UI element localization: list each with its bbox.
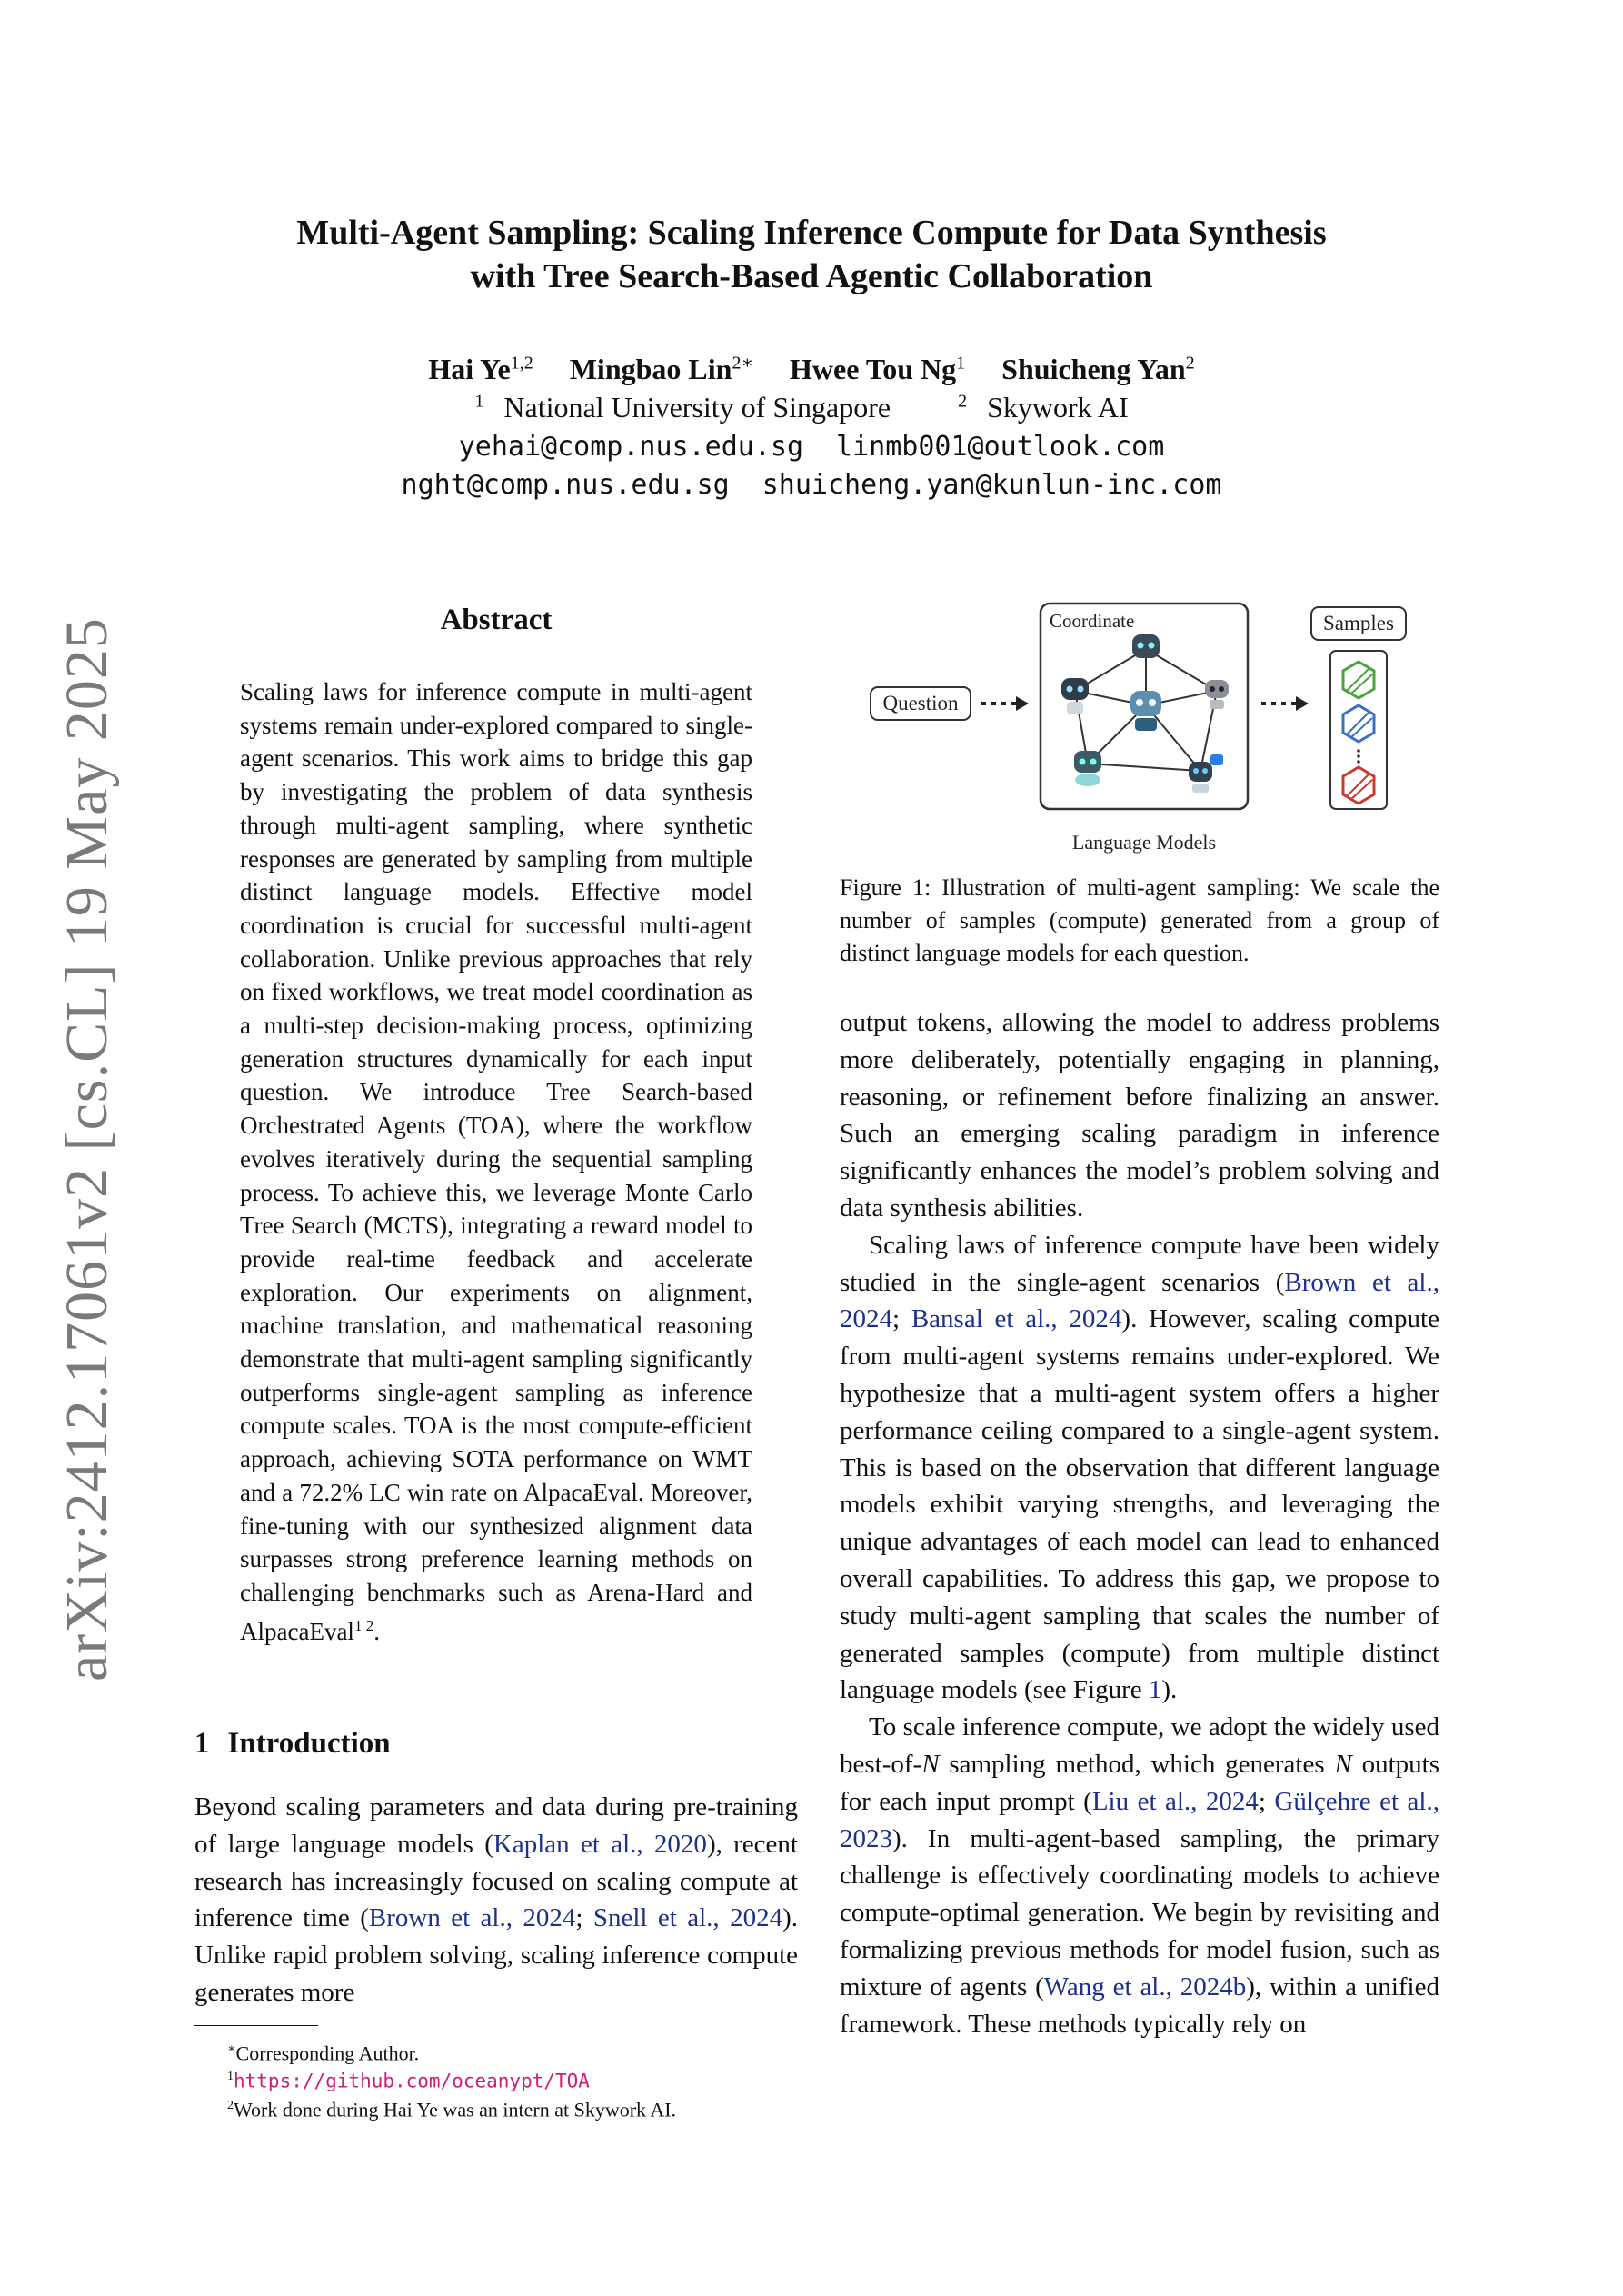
sample-icon xyxy=(1343,767,1374,804)
title-line-2: with Tree Search-Based Agentic Collaboration xyxy=(470,257,1153,295)
abstract-heading: Abstract xyxy=(440,604,553,636)
email-line-2 xyxy=(0,469,1623,501)
email: nght@comp.nus.edu.sg xyxy=(401,469,730,501)
robot-icon xyxy=(1132,634,1160,658)
robot-icon xyxy=(1061,678,1089,714)
paper-title xyxy=(0,211,1623,298)
email: linmb001@outlook.com xyxy=(836,431,1165,463)
arrow-right-icon xyxy=(1261,696,1309,711)
citation-link[interactable]: Liu et al., 2024 xyxy=(1091,1786,1259,1816)
author: Hai Ye$^{1,2}$ xyxy=(428,352,533,385)
citation-link[interactable]: Brown et al., 2024 xyxy=(368,1903,576,1933)
robot-icon xyxy=(1130,691,1161,731)
abstract-body: Scaling laws for inference compute in multi-agent systems remain under-explored compared to single-agent scenarios. This work aims to bridge this gap by investigating the problem of data synthesis through multi-agent sampling, where synthetic responses are generated by sampling from multiple distinct language models. Effective model coordination is crucial for successful multi-agent collaboration. Unlike previous approaches that rely on fixed workflows, we treat model coordination as a multi-step decision-making process, optimizing generation structures dynamically for each input question. We introduce Tree Search-based Orchestrated Agents (TOA), where the workflow evolves iteratively during the sequential sampling process. To achieve this, we leverage Monte Carlo Tree Search (MCTS), integrating a reward model to provide real-time feedback and accelerate exploration. Our experiments on alignment, machine translation, and mathematical reasoning demonstrate that multi-agent sampling significantly outperforms single-agent sampling as inference compute scales. TOA is the most compute-efficient approach, achieving SOTA performance on WMT and a 72.2% LC win rate on AlpacaEval. Moreover, fine-tuning with our synthesized alignment data surpasses strong preference learning methods on challenging benchmarks such as Arena-Hard and AlpacaEval$^{1 2}$. xyxy=(240,678,752,1645)
title-line-1: Multi-Agent Sampling: Scaling Inference Compute for Data Synthesis xyxy=(296,214,1327,252)
affiliation: $^2$ Skywork AI xyxy=(958,391,1129,424)
citation-link[interactable]: Snell et al., 2024 xyxy=(592,1903,783,1933)
arrow-right-icon xyxy=(981,696,1029,711)
author-list xyxy=(0,351,1623,386)
affiliations xyxy=(0,391,1623,424)
author: Hwee Tou Ng$^1$ xyxy=(790,352,966,385)
footnote-url-link[interactable]: https://github.com/oceanypt/TOA xyxy=(234,2070,590,2092)
paragraph: output tokens, allowing the model to address problems more deliberately, potentially engaging in planning, reasoning, or refinement before finalizing an answer. Such an emerging scaling paradigm in inference significantly enhances the model’s problem solving and data synthesis abilities. xyxy=(840,1008,1439,1223)
paragraph: To scale inference compute, we adopt the widely used best-of-N sampling method, which generates N outputs for each input prompt (Liu et al., 2024; Gülçehre et al., 2023). In multi-agent-based sampling, the primary challenge is effectively coordinating models to achieve compute-optimal generation. We begin by revisiting and formalizing previous methods for model fusion, such as mixture of agents (Wang et al., 2024b), within a unified framework. These methods typically rely on xyxy=(840,1712,1439,2039)
sample-icon xyxy=(1343,662,1374,698)
coordinate-label: Coordinate xyxy=(1050,610,1135,632)
affiliation: $^1$ National University of Singapore xyxy=(474,391,891,424)
footnote-1: $^1$https://github.com/oceanypt/TOA xyxy=(227,2070,590,2092)
section-heading-introduction: 1 Introduction xyxy=(194,1727,391,1760)
footnote-corresponding: ∗Corresponding Author. xyxy=(227,2041,420,2065)
robot-icon xyxy=(1189,754,1223,793)
paragraph: Scaling laws of inference compute have been widely studied in the single-agent scenarios (Brown et al., 2024; Bansal et al., 2024). However, scaling compute from multi-agent systems remains under-explored. We hypothesize that a multi-agent system offers a higher performance ceiling compared to a single-agent system. This is based on the observation that different language models exhibit varying strengths, and leveraging the unique advantages of each model can lead to enhanced overall capabilities. To address this gap, we propose to study multi-agent sampling that scales the number of generated samples (compute) from multiple distinct language models (see Figure 1). xyxy=(840,1230,1439,1705)
arxiv-stamp: arXiv:2412.17061v2 [cs.CL] 19 May 2025 xyxy=(54,617,120,1682)
citation-link[interactable]: Bansal et al., 2024 xyxy=(911,1304,1122,1334)
email: yehai@comp.nus.edu.sg xyxy=(458,431,804,463)
question-label: Question xyxy=(882,692,959,714)
author: Mingbao Lin$^{2∗}$ xyxy=(569,352,754,385)
author: Shuicheng Yan$^2$ xyxy=(1001,352,1195,385)
introduction-paragraph: Beyond scaling parameters and data during pre-training of large language models (Kaplan et al., 2020), recent research has increasingly focused on scaling compute at inference time (Brown et al., 2024; Snell et al., 2024). Unlike rapid problem solving, scaling inference compute generates more xyxy=(194,1792,798,2007)
email-line-1 xyxy=(0,431,1623,463)
footnote-rule xyxy=(194,2025,318,2026)
citation-link[interactable]: Kaplan et al., 2020 xyxy=(493,1829,707,1859)
right-column-body xyxy=(840,1004,1439,2042)
citation-link[interactable]: Gülçehre et al., 2023 xyxy=(840,1786,1439,1853)
sample-icon xyxy=(1343,705,1374,742)
ellipsis-icon xyxy=(1357,749,1360,764)
figure-1-diagram xyxy=(854,589,1436,862)
language-models-label: Language Models xyxy=(1071,831,1217,854)
footnote-2: $^2$Work done during Hai Ye was an intern at Skywork AI. xyxy=(227,2098,677,2121)
email: shuicheng.yan@kunlun-inc.com xyxy=(762,469,1222,501)
citation-link[interactable]: Wang et al., 2024b xyxy=(1043,1972,1247,2002)
figure-reference-link[interactable]: 1 xyxy=(1148,1675,1162,1705)
robot-icon xyxy=(1205,680,1229,709)
figure-1-caption: Figure 1: Illustration of multi-agent sampling: We scale the number of samples (compute) generated from a group of distinct language models for each question. xyxy=(840,874,1439,966)
citation-link[interactable]: Brown et al., 2024 xyxy=(840,1267,1439,1334)
samples-label: Samples xyxy=(1323,612,1394,634)
robot-icon xyxy=(1074,751,1101,786)
